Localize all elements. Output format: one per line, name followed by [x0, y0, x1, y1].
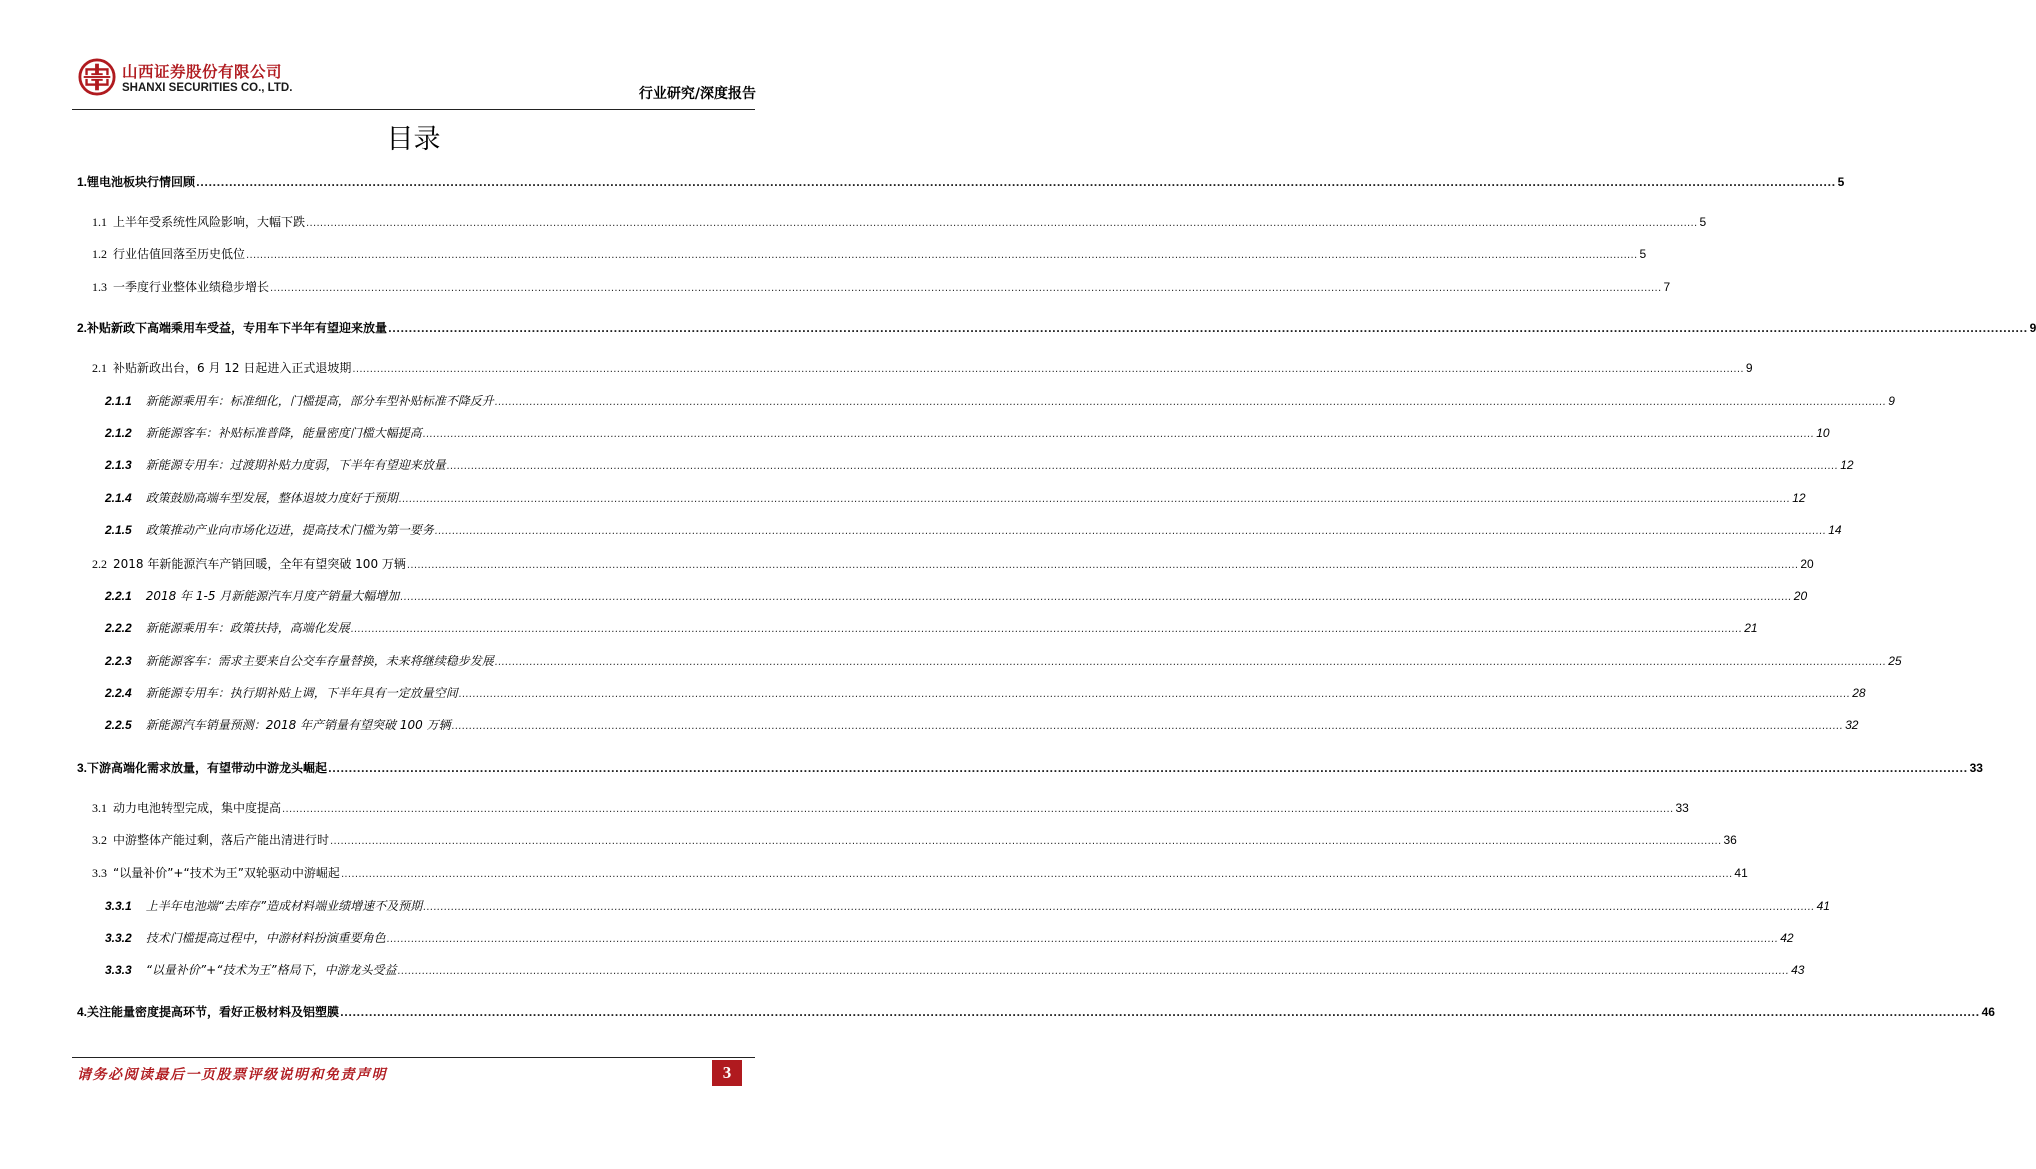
toc-dot-leader: ................................................................................................................................................................................................................................................................................................................................................................................................................ — [340, 869, 1733, 880]
toc-entry-page: 36 — [1723, 833, 1737, 847]
toc-entry-text: “以量补价”+“技术为王”双轮驱动中游崛起 — [113, 866, 340, 880]
toc-entry-text: 上半年电池端“去库存”造成材料端业绩增速不及预期 — [145, 899, 423, 913]
toc-entry-text: 新能源专用车：执行期补贴上调，下半年具有一定放量空间 — [145, 686, 458, 700]
toc-entry-level-3[interactable] — [105, 392, 1895, 409]
toc-entry-page: 41 — [1734, 866, 1748, 880]
toc-entry-number: 2.2.1 — [105, 589, 132, 603]
toc-entry-title — [105, 684, 458, 701]
toc-dot-leader: ................................................................................................................................................................................................................................................................................................................................................................................................................ — [246, 250, 1638, 261]
toc-entry-number: 3.3 — [92, 866, 107, 880]
toc-entry-number: 2.2.4 — [105, 686, 132, 700]
toc-entry-page: 42 — [1780, 931, 1794, 945]
toc-entry-title — [92, 213, 305, 230]
toc-entry-text: 新能源汽车销量预测：2018 年产销量有望突破 100 万辆 — [145, 718, 451, 732]
toc-dot-leader: ................................................................................................................................................................................................................................................................................................................................................................................................................ — [306, 218, 1698, 229]
toc-entry-text: 一季度行业整体业绩稳步增长 — [113, 280, 270, 294]
toc-entry-page: 43 — [1791, 963, 1805, 977]
toc-entry-text: 补贴新政出台，6 月 12 日起进入正式退坡期 — [113, 361, 352, 375]
toc-entry-number: 2.1.1 — [105, 394, 132, 408]
toc-entry-number: 2.1.5 — [105, 523, 132, 537]
toc-entry-title — [105, 929, 386, 946]
toc-entry-page: 10 — [1816, 426, 1830, 440]
toc-entry-number: 3.2 — [92, 833, 107, 847]
toc-entry-page: 9 — [2029, 321, 2036, 335]
toc-entry-text: 行业估值回落至历史低位 — [113, 247, 246, 261]
toc-entry-level-2[interactable] — [92, 213, 1707, 230]
toc-entry-text: 2018 年 1-5 月新能源汽车月度产销量大幅增加 — [145, 589, 400, 603]
toc-dot-leader: ................................................................................................................................................................................................................................................................................................................................................................................................................ — [398, 494, 1791, 505]
toc-dot-leader: ................................................................................................................................................................................................................................................................................................................................................................................................................ — [423, 902, 1815, 913]
toc-entry-text: 补贴新政下高端乘用车受益，专用车下半年有望迎来放量 — [87, 321, 388, 335]
toc-entry-text: 锂电池板块行情回顾 — [87, 175, 196, 189]
page-number: 3 — [712, 1060, 742, 1086]
toc-entry-text: 关注能量密度提高环节，看好正极材料及铝塑膜 — [87, 1005, 340, 1019]
toc-entry-page: 5 — [1837, 175, 1845, 189]
toc-entry-level-2[interactable] — [92, 831, 1737, 848]
toc-entry-title — [77, 759, 327, 776]
toc-entry-title — [92, 555, 406, 572]
toc-entry-title — [77, 319, 387, 336]
toc-entry-title — [105, 652, 494, 669]
toc-entry-number: 2.2.3 — [105, 654, 132, 668]
toc-entry-level-3[interactable] — [105, 929, 1794, 946]
toc-entry-text: 2018 年新能源汽车产销回暖，全年有望突破 100 万辆 — [113, 557, 406, 571]
toc-dot-leader: ................................................................................................................................................................................................................................................................................................................................................................................................................ — [446, 461, 1839, 472]
toc-dot-leader: ................................................................................................................................................................................................................................................................................................................................................................................................................ — [422, 429, 1815, 440]
toc-entry-level-2[interactable] — [92, 278, 1671, 295]
toc-entry-title — [105, 392, 494, 409]
toc-entry-page: 21 — [1744, 621, 1758, 635]
toc-entry-number: 2.1.3 — [105, 458, 132, 472]
toc-entry-page: 28 — [1852, 686, 1866, 700]
footer-disclaimer: 请务必阅读最后一页股票评级说明和免责声明 — [77, 1067, 387, 1083]
toc-entry-page: 9 — [1745, 361, 1753, 375]
toc-entry-title — [92, 799, 281, 816]
company-name-cn: 山西证券股份有限公司 — [122, 63, 283, 81]
toc-entry-number: 3.3.3 — [105, 963, 132, 977]
toc-entry-level-2[interactable] — [92, 245, 1647, 262]
toc-entry-page: 14 — [1828, 523, 1842, 537]
footer-divider — [72, 1057, 755, 1058]
toc-entry-page: 33 — [1675, 801, 1689, 815]
toc-entry-text: 新能源专用车：过渡期补贴力度弱，下半年有望迎来放量 — [145, 458, 446, 472]
toc-dot-leader: ................................................................................................................................................................................................................................................................................................................................................................................................................ — [406, 560, 1799, 571]
toc-entry-page: 9 — [1888, 394, 1895, 408]
toc-entry-level-3[interactable] — [105, 424, 1830, 441]
toc-entry-title — [105, 619, 350, 636]
toc-dot-leader: ................................................................................................................................................................................................................................................................................................................................................................................................................ — [494, 657, 1887, 668]
toc-entry-level-3[interactable] — [105, 587, 1808, 604]
toc-entry-page: 33 — [1969, 761, 1983, 775]
toc-entry-title — [105, 897, 422, 914]
toc-entry-page: 12 — [1840, 458, 1854, 472]
toc-entry-page: 5 — [1699, 215, 1707, 229]
toc-entry-level-1[interactable] — [77, 1003, 1995, 1020]
toc-entry-level-3[interactable] — [105, 897, 1830, 914]
toc-entry-level-3[interactable] — [105, 716, 1859, 733]
toc-entry-title — [105, 521, 434, 538]
toc-dot-leader: ................................................................................................................................................................................................................................................................................................................................................................................................................ — [386, 934, 1779, 945]
toc-entry-title — [77, 1003, 339, 1020]
toc-entry-number: 2.2.5 — [105, 718, 132, 732]
toc-entry-title — [92, 278, 269, 295]
toc-entry-level-3[interactable] — [105, 652, 1902, 669]
toc-entry-text: 上半年受系统性风险影响，大幅下跌 — [113, 215, 306, 229]
toc-entry-level-3[interactable] — [105, 684, 1866, 701]
toc-entry-title — [105, 456, 446, 473]
toc-dot-leader: ................................................................................................................................................................................................................................................................................................................................................................................................................ — [388, 324, 2028, 335]
toc-entry-level-2[interactable] — [92, 864, 1748, 881]
report-category: 行业研究/深度报告 — [638, 86, 756, 102]
toc-entry-number: 3.3.1 — [105, 899, 132, 913]
toc-entry-text: 新能源客车：需求主要来自公交车存量替换，未来将继续稳步发展 — [145, 654, 494, 668]
page-title: 目录 — [386, 124, 441, 155]
toc-entry-title — [92, 359, 351, 376]
toc-entry-level-3[interactable] — [105, 619, 1758, 636]
toc-entry-number: 1.3 — [92, 280, 107, 294]
toc-entry-number: 2.1.4 — [105, 491, 132, 505]
toc-entry-title — [92, 245, 245, 262]
toc-entry-number: 2.1.2 — [105, 426, 132, 440]
toc-entry-page: 7 — [1663, 280, 1671, 294]
toc-entry-number: 1.2 — [92, 247, 107, 261]
toc-entry-number: 2.1 — [92, 361, 107, 375]
toc-dot-leader: ................................................................................................................................................................................................................................................................................................................................................................................................................ — [328, 764, 1968, 775]
toc-dot-leader: ................................................................................................................................................................................................................................................................................................................................................................................................................ — [270, 283, 1662, 294]
toc-entry-text: 中游整体产能过剩，落后产能出清进行时 — [113, 833, 330, 847]
toc-entry-number: 1. — [77, 175, 88, 189]
toc-entry-number: 3.3.2 — [105, 931, 132, 945]
toc-entry-text: 政策推动产业向市场化迈进，提高技术门槛为第一要务 — [145, 523, 434, 537]
toc-entry-level-2[interactable] — [92, 555, 1814, 572]
toc-entry-page: 12 — [1792, 491, 1806, 505]
toc-dot-leader: ................................................................................................................................................................................................................................................................................................................................................................................................................ — [434, 526, 1827, 537]
toc-entry-level-3[interactable] — [105, 456, 1854, 473]
toc-dot-leader: ................................................................................................................................................................................................................................................................................................................................................................................................................ — [397, 966, 1790, 977]
toc-entry-number: 2.2 — [92, 557, 107, 571]
toc-entry-number: 4. — [77, 1005, 88, 1019]
toc-entry-level-1[interactable] — [77, 173, 1845, 190]
toc-entry-level-3[interactable] — [105, 489, 1806, 506]
toc-entry-number: 2. — [77, 321, 88, 335]
toc-entry-title — [77, 173, 195, 190]
toc-dot-leader: ................................................................................................................................................................................................................................................................................................................................................................................................................ — [400, 592, 1792, 603]
toc-entry-title — [105, 961, 397, 978]
toc-entry-text: 政策鼓励高端车型发展，整体退坡力度好于预期 — [145, 491, 398, 505]
toc-entry-level-3[interactable] — [105, 521, 1842, 538]
toc-entry-title — [92, 831, 329, 848]
toc-entry-title — [105, 716, 451, 733]
toc-entry-page: 20 — [1800, 557, 1814, 571]
toc-entry-page: 5 — [1639, 247, 1647, 261]
toc-entry-number: 1.1 — [92, 215, 107, 229]
toc-dot-leader: ................................................................................................................................................................................................................................................................................................................................................................................................................ — [330, 836, 1722, 847]
toc-entry-page: 32 — [1845, 718, 1859, 732]
toc-entry-number: 3.1 — [92, 801, 107, 815]
toc-entry-title — [105, 489, 398, 506]
toc-entry-page: 25 — [1888, 654, 1902, 668]
toc-entry-level-1[interactable] — [77, 319, 2036, 336]
toc-dot-leader: ................................................................................................................................................................................................................................................................................................................................................................................................................ — [451, 721, 1844, 732]
toc-dot-leader: ................................................................................................................................................................................................................................................................................................................................................................................................................ — [350, 624, 1743, 635]
toc-dot-leader: ................................................................................................................................................................................................................................................................................................................................................................................................................ — [340, 1008, 1980, 1019]
toc-entry-level-2[interactable] — [92, 359, 1753, 376]
toc-entry-text: 新能源客车：补贴标准普降，能量密度门槛大幅提高 — [145, 426, 422, 440]
toc-entry-title — [105, 587, 399, 604]
toc-entry-level-2[interactable] — [92, 799, 1689, 816]
toc-entry-level-1[interactable] — [77, 759, 1983, 776]
toc-entry-text: 新能源乘用车：标准细化，门槛提高，部分车型补贴标准不降反升 — [145, 394, 494, 408]
toc-entry-text: 新能源乘用车：政策扶持，高端化发展 — [145, 621, 350, 635]
toc-entry-text: 动力电池转型完成，集中度提高 — [113, 801, 282, 815]
toc-entry-title — [105, 424, 422, 441]
toc-entry-number: 3. — [77, 761, 88, 775]
toc-entry-text: 技术门槛提高过程中，中游材料扮演重要角色 — [145, 931, 386, 945]
toc-entry-page: 41 — [1816, 899, 1830, 913]
toc-dot-leader: ................................................................................................................................................................................................................................................................................................................................................................................................................ — [494, 397, 1887, 408]
toc-entry-text: 下游高端化需求放量，有望带动中游龙头崛起 — [87, 761, 328, 775]
toc-dot-leader: ................................................................................................................................................................................................................................................................................................................................................................................................................ — [352, 364, 1744, 375]
toc-entry-text: “以量补价”+“技术为王”格局下，中游龙头受益 — [145, 963, 397, 977]
toc-dot-leader: ................................................................................................................................................................................................................................................................................................................................................................................................................ — [196, 178, 1836, 189]
toc-dot-leader: ................................................................................................................................................................................................................................................................................................................................................................................................................ — [282, 804, 1674, 815]
toc-entry-page: 20 — [1793, 589, 1808, 603]
toc-entry-level-3[interactable] — [105, 961, 1805, 978]
toc-entry-page: 46 — [1981, 1005, 1995, 1019]
company-name-en: SHANXI SECURITIES CO., LTD. — [122, 82, 293, 94]
toc-entry-number: 2.2.2 — [105, 621, 132, 635]
toc-dot-leader: ................................................................................................................................................................................................................................................................................................................................................................................................................ — [458, 689, 1851, 700]
toc-entry-title — [92, 864, 340, 881]
